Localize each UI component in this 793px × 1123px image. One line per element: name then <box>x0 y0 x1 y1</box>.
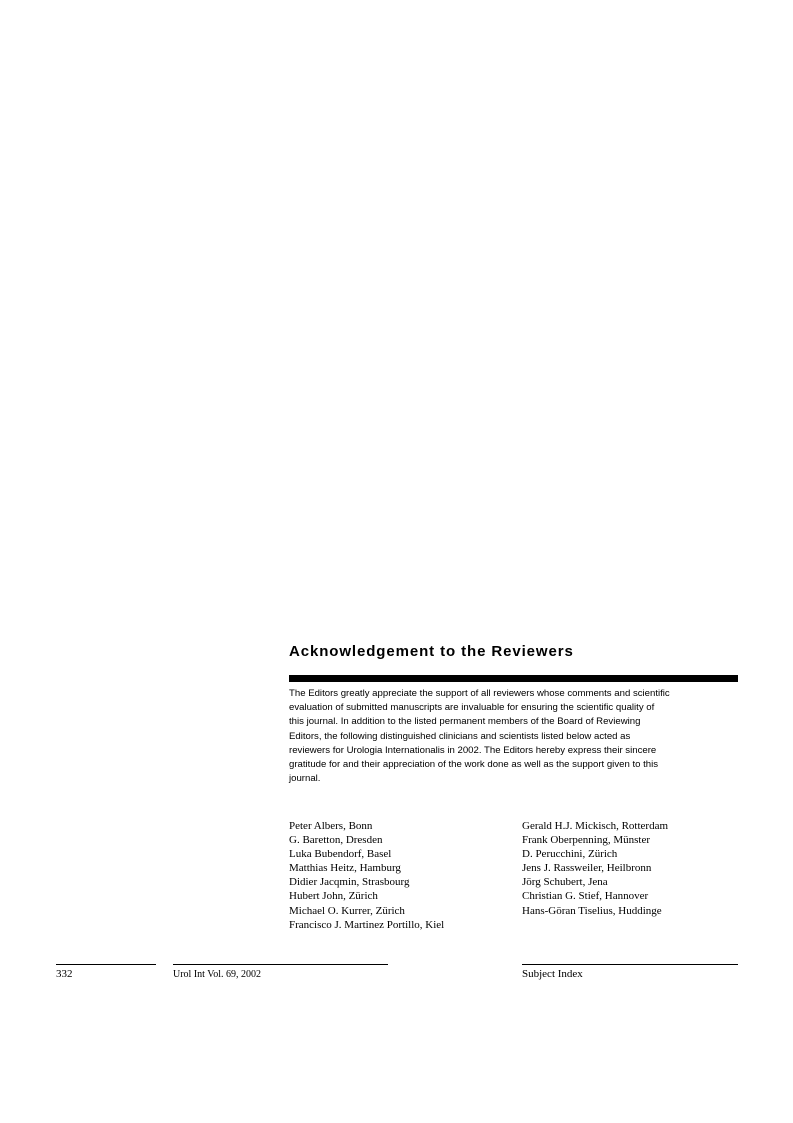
reviewer-entry: D. Perucchini, Zürich <box>522 848 618 861</box>
reviewer-entry: Francisco J. Martinez Portillo, Kiel <box>289 918 445 931</box>
intro-line: evaluation of submitted manuscripts are invaluable for ensuring the scientific quality of <box>289 702 655 714</box>
footer-rule-section-label <box>522 964 738 965</box>
reviewer-entry: Jens J. Rassweiler, Heilbronn <box>522 862 652 875</box>
reviewer-entry: Michael O. Kurrer, Zürich <box>289 904 405 917</box>
intro-line: Editors, the following distinguished clinicians and scientists listed below acted as <box>289 730 631 742</box>
title-rule <box>289 675 738 682</box>
reviewer-entry: Peter Albers, Bonn <box>289 820 373 832</box>
footer-rule-journal-ref <box>173 964 388 965</box>
reviewer-entry: Gerald H.J. Mickisch, Rotterdam <box>522 820 669 832</box>
footer-rule-page-number <box>56 964 156 965</box>
intro-line: reviewers for Urologia Internationalis in 2002. The Editors hereby express their sincere <box>289 744 657 756</box>
reviewer-entry: Luka Bubendorf, Basel <box>289 848 392 861</box>
reviewer-entry: G. Baretton, Dresden <box>289 834 383 847</box>
reviewer-list-right <box>522 819 668 918</box>
intro-line: The Editors greatly appreciate the support of all reviewers whose comments and scientific <box>289 688 670 699</box>
reviewer-entry: Christian G. Stief, Hannover <box>522 890 649 903</box>
reviewer-entry: Hans-Göran Tiselius, Huddinge <box>522 904 662 917</box>
reviewer-entry: Hubert John, Zürich <box>289 890 378 903</box>
intro-line: journal. <box>289 773 321 785</box>
reviewer-list-left <box>289 819 444 932</box>
reviewer-entry: Frank Oberpenning, Münster <box>522 834 651 847</box>
section-label: Subject Index <box>522 968 583 980</box>
reviewer-entry: Matthias Heitz, Hamburg <box>289 862 401 875</box>
reviewer-entry: Didier Jacqmin, Strasbourg <box>289 876 410 889</box>
intro-line: this journal. In addition to the listed permanent members of the Board of Reviewing <box>289 716 641 728</box>
journal-reference: Urol Int Vol. 69, 2002 <box>173 969 261 980</box>
page-number: 332 <box>56 968 73 980</box>
intro-line: gratitude for and their appreciation of the work done as well as the support given to this <box>289 759 659 771</box>
intro-paragraph <box>289 687 741 786</box>
article-title: Acknowledgement to the Reviewers <box>289 643 574 660</box>
reviewer-entry: Jörg Schubert, Jena <box>522 876 608 889</box>
